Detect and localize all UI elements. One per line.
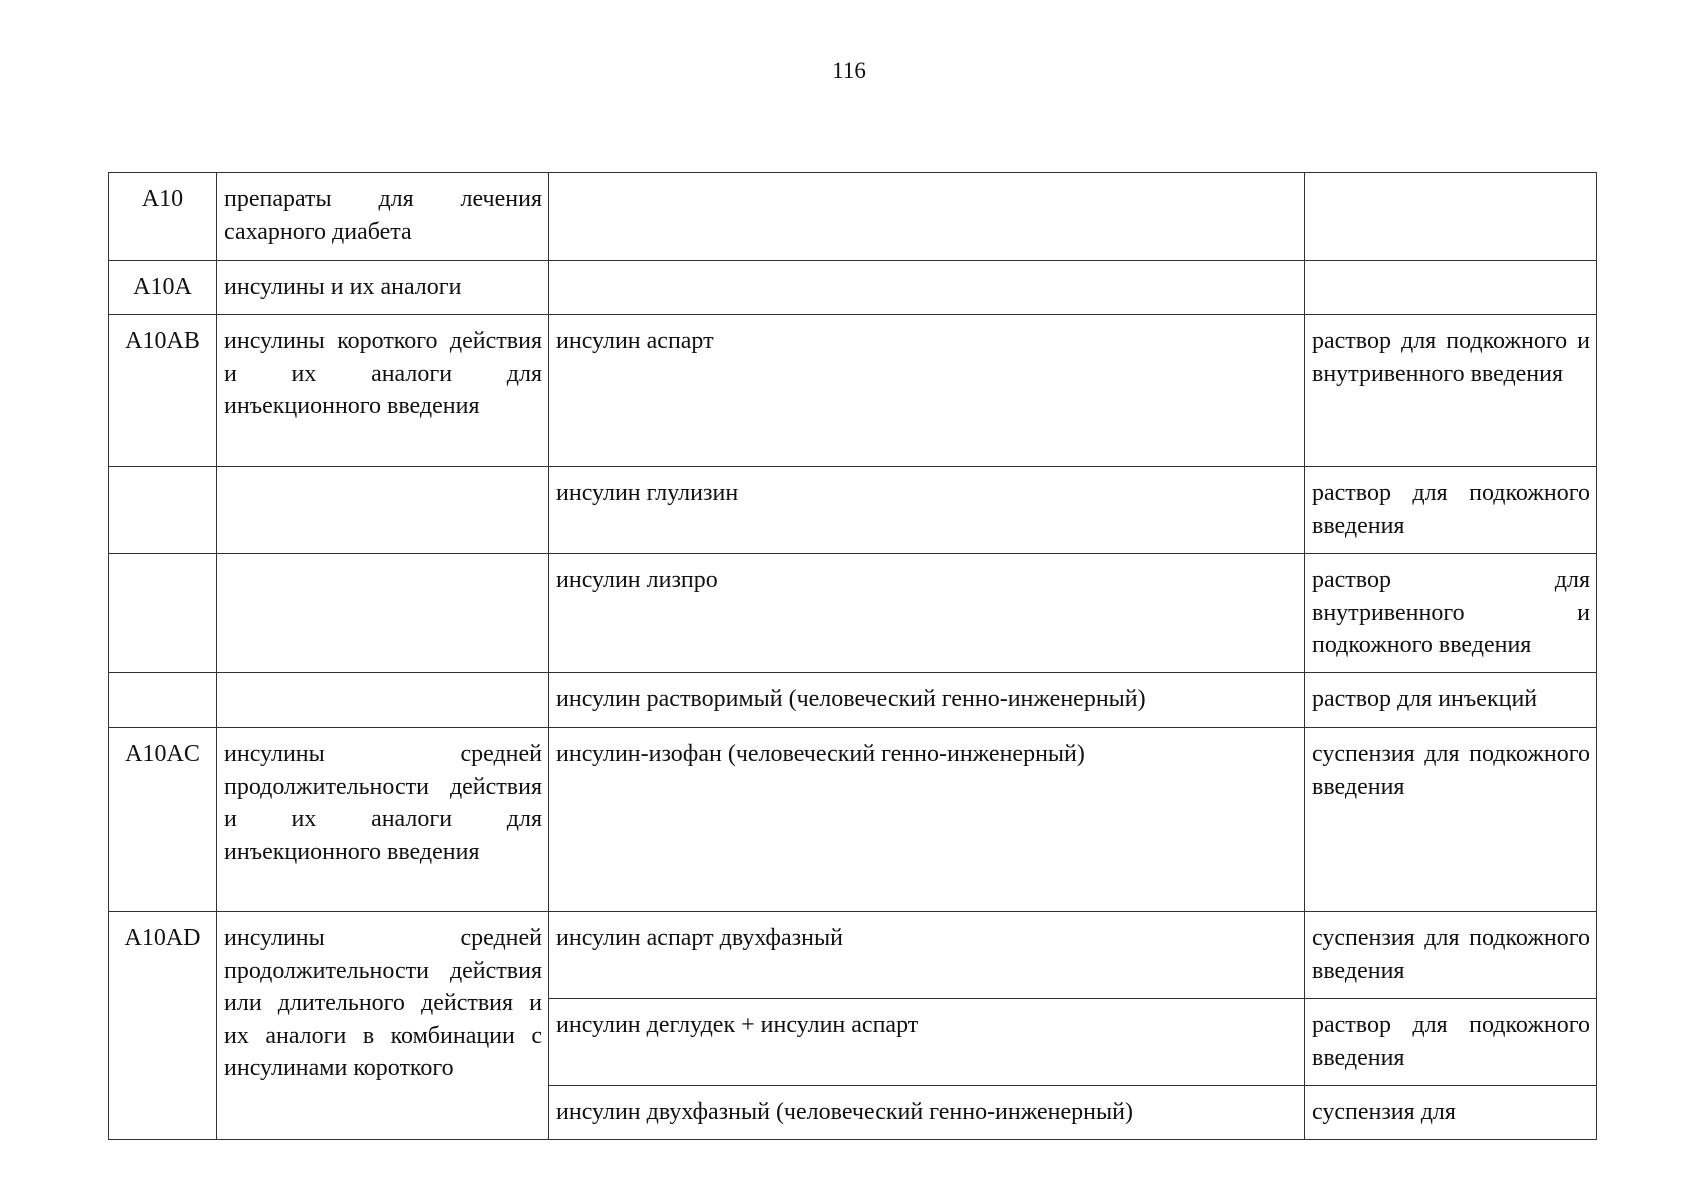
drug-name-cell: инсулин аспарт (549, 315, 1305, 467)
drug-name-cell: инсулин лизпро (549, 554, 1305, 673)
drug-name-cell: инсулин глулизин (549, 467, 1305, 554)
drug-name-cell (549, 173, 1305, 261)
drug-classification-table (108, 172, 1597, 1140)
group-name-cell: инсулины средней продолжительности действия и их аналоги для инъекционного введения (217, 728, 549, 912)
atc-code-cell: A10 (109, 173, 217, 261)
group-name-cell (217, 554, 549, 673)
dosage-form-cell: суспензия для подкожного введения (1305, 728, 1597, 912)
drug-name-cell: инсулин растворимый (человеческий генно-инженерный) (549, 673, 1305, 728)
group-name-cell (217, 673, 549, 728)
dosage-form-cell: раствор для подкожного и внутривенного введения (1305, 315, 1597, 467)
atc-code-cell: A10AD (109, 912, 217, 1140)
table-row (109, 912, 1597, 999)
table-row (109, 467, 1597, 554)
dosage-form-cell: суспензия для (1305, 1086, 1597, 1140)
atc-code-cell: A10A (109, 261, 217, 315)
atc-code-cell: A10AC (109, 728, 217, 912)
group-name-cell (217, 467, 549, 554)
atc-code-cell: A10AB (109, 315, 217, 467)
table-row (109, 315, 1597, 467)
dosage-form-cell: раствор для внутривенного и подкожного введения (1305, 554, 1597, 673)
table-row (109, 728, 1597, 912)
drug-name-cell: инсулин аспарт двухфазный (549, 912, 1305, 999)
table-row (109, 554, 1597, 673)
drug-name-cell (549, 261, 1305, 315)
atc-code-cell (109, 467, 217, 554)
drug-name-cell: инсулин двухфазный (человеческий генно-инженерный) (549, 1086, 1305, 1140)
group-name-cell: препараты для лечения сахарного диабета (217, 173, 549, 261)
dosage-form-cell: раствор для подкожного введения (1305, 999, 1597, 1086)
group-name-cell: инсулины короткого действия и их аналоги для инъекционного введения (217, 315, 549, 467)
atc-code-cell (109, 673, 217, 728)
dosage-form-cell: раствор для подкожного введения (1305, 467, 1597, 554)
group-name-cell: инсулины и их аналоги (217, 261, 549, 315)
atc-code-cell (109, 554, 217, 673)
table-row (109, 261, 1597, 315)
table-row (109, 173, 1597, 261)
group-name-cell (217, 912, 549, 1140)
table-row (109, 673, 1597, 728)
dosage-form-cell: раствор для инъекций (1305, 673, 1597, 728)
page-number: 116 (832, 58, 866, 83)
dosage-form-cell: суспензия для подкожного введения (1305, 912, 1597, 999)
drug-name-cell: инсулин деглудек + инсулин аспарт (549, 999, 1305, 1086)
group-name-text: инсулины средней продолжительности действия или длительного действия и их аналоги в комбинации с инсулинами короткого (224, 925, 542, 1081)
dosage-form-cell (1305, 261, 1597, 315)
drug-name-cell: инсулин-изофан (человеческий генно-инженерный) (549, 728, 1305, 912)
dosage-form-cell (1305, 173, 1597, 261)
